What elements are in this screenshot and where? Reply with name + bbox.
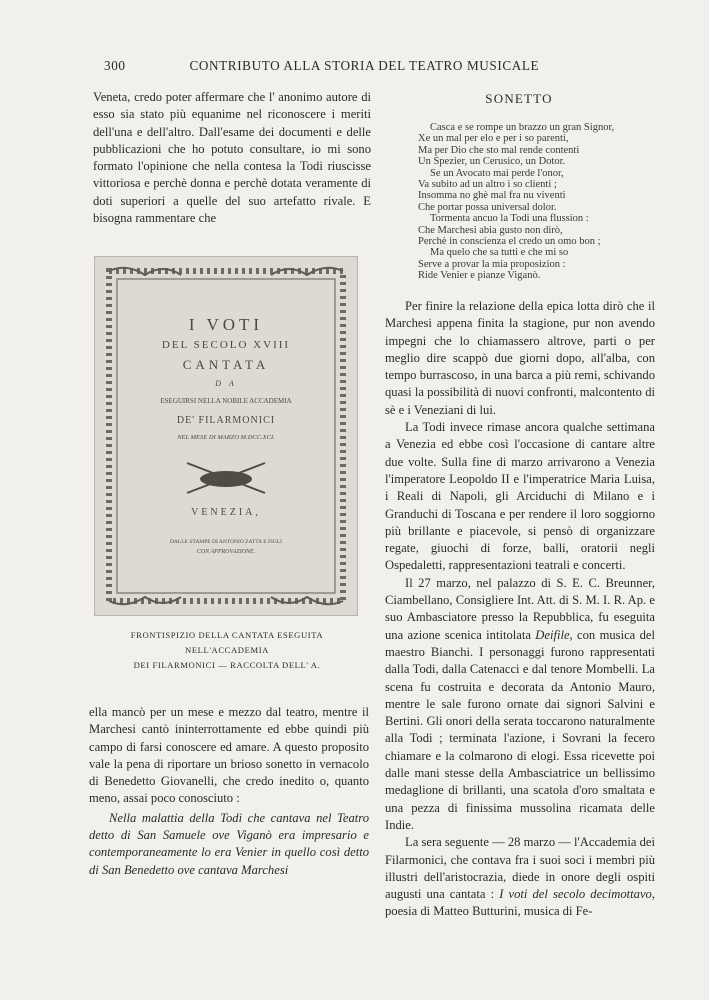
- sonnet-line: Se un Avocato mai perde l'onor,: [430, 167, 564, 179]
- frontispiece-image: [94, 256, 358, 616]
- frontis-printer: DALLE STAMPE DI ANTONIO ZATTA E FIGLI: [169, 539, 283, 545]
- frontis-cantata: CANTATA: [182, 357, 270, 372]
- sonnet-title: SONETTO: [485, 91, 553, 106]
- frontis-date: NEL MESE DI MARZO M.DCC.XCI.: [177, 434, 275, 441]
- sonnet-line: Casca e se rompe un brazzo un gran Signor,: [430, 122, 615, 133]
- right-paragraph-1: Per finire la relazione della epica lotta dirò che il Marchesi appena finita la stagione, pur non avendo impegni che lo chiamassero altrove, parti o per meglio dire scappò due giorni dopo, all'alba, con tempo burrascoso, in una barca a più remi, schivando quasi la possibilità di nuovi confronti, malcontento di sè e i Veneziani di lui.: [385, 299, 655, 417]
- sonnet-line: Va subito ad un altro i so clienti ;: [418, 179, 557, 191]
- running-title: CONTRIBUTO ALLA STORIA DEL TEATRO MUSICALE: [189, 58, 540, 73]
- frontis-title: I VOTI: [188, 315, 264, 334]
- sonnet-heading-quote: Nella malattia della Todi che cantava nel Teatro detto di San Samuele ove Viganò era impresario e contemporaneamente lo era Venier in quello così detto di San Benedetto ove cantava Marchesi: [89, 810, 369, 877]
- frontis-filarmonici: DE' FILARMONICI: [176, 415, 276, 426]
- p4-text-before: La sera seguente — 28 marzo — l'Accademia dei Filarmonici, che contava fra i suoi soci i membri più illustri dell'aristocrazia, diede in onore degli ospiti augusti una cantata :: [385, 835, 655, 902]
- frontis-subtitle: DEL SECOLO XVIII: [161, 339, 291, 351]
- left-top-paragraph: Veneta, credo poter affermare che l' anonimo autore di esso sia stato più equanime nel riconoscere i meriti dell'una e dell'altro. Dall'esame dei documenti e delle pubblicazioni che ho potuto consultare, io mi sono formato l'opinione che nella contesa la Todi riuscisse vittoriosa e perchè donna e perchè dotata veramente di doti superiori a quelle del suo artefatto rivale. E bisogna rammentare che: [93, 90, 371, 226]
- left-bottom-paragraph: ella mancò per un mese e mezzo dal teatro, mentre il Marchesi cantò ininterrottamente ed ebbe quindi più campo di farsi conoscere ed amare. A questo proposito vale la pena di riportare un brioso sonetto in vernacolo di Benedetto Giovanelli, che credo inedito o, quanto meno, assai poco conosciuto :: [89, 705, 369, 806]
- frontis-approval: CON APPROVAZIONE.: [196, 549, 256, 555]
- frontis-venezia: VENEZIA,: [191, 507, 261, 518]
- left-column-top: [93, 89, 371, 227]
- frontis-eseguirsi: ESEGUIRSI NELLA NOBILE ACCADEMIA: [160, 397, 292, 405]
- right-paragraph-2: La Todi invece rimase ancora qualche settimana a Venezia ed ebbe così l'occasione di cantare altre due volte. Sulla fine di marzo arrivarono a Venezia l'imperatore Leopoldo II e l'imperatrice Maria Luisa, i Reali di Napoli, gli Arciduchi di Milano e i Granduchi di Toscana e per rendere il loro soggiorno più brillante e piacevole, si pensò di organizzare regate, giuochi di forze, balli, oratorii negli Ospedaletti, rappresentazioni teatrali e concerti.: [385, 420, 655, 573]
- running-header: [104, 58, 544, 74]
- p3-text-after: , con musica del maestro Bianchi. I personaggi furono rappresentati dalla Todi, dalla Catenacci e dal tenore Mombelli. La scena fu costruita e decorata da Antonio Mauro, mentre le sale furono ornate dai signori Salvini e Bertini. Gli onori della serata toccarono naturalmente alla Todi ; terminata l'azione, i Sovrani la fecero chiamare e la colmarono di elogi. Essa ricevette poi dalle mani stesse della Ambasciatrice un bellissimo medaglione di brillanti, una scatola d'oro smaltata e una pezza di finissima mussolina ricamata delle Indie.: [385, 627, 655, 832]
- right-paragraph-4: [385, 834, 655, 920]
- sonnet-line: Un Spezier, un Cerusico, un Dotor.: [418, 156, 566, 168]
- sonnet-line: Perchè in conscienza el credo un omo bon ;: [418, 236, 601, 248]
- sonnet-line: Che Marchesi abia gusto non dirò,: [418, 224, 563, 236]
- sonnet-line: Tormenta ancuo la Todi una flussion :: [430, 213, 589, 225]
- right-column-text: [385, 298, 655, 921]
- sonnet-line: Xe un mal per elo e per i so parenti,: [418, 133, 569, 145]
- left-column-bottom: [89, 704, 369, 879]
- sonnet-verses: [418, 122, 614, 282]
- sonnet-line: Serve a provar la mia proposizion :: [418, 258, 566, 270]
- caption-line-1: FRONTISPIZIO DELLA CANTATA ESEGUITA NELL'ACCADEMIA: [130, 630, 324, 655]
- p4-italic-title: I voti del secolo decimottavo: [499, 887, 652, 902]
- crossed-torches-emblem: [187, 463, 265, 493]
- p3-italic-title: Deifile: [535, 627, 570, 642]
- sonnet-line: Che portar possa universal dolor.: [418, 201, 557, 213]
- p3-text-before: Il 27 marzo, nel palazzo di S. E. C. Breunner, Ciambellano, Consigliere Int. Att. di S. M. I. R. Ap. e suo Ambasciatore presso la Repubblica, fu eseguita una azione scenica intitolata: [385, 575, 655, 642]
- sonnet-line: Ma quelo che sa tutti e che mi so: [430, 247, 569, 259]
- sonnet-line: Ma per Dio che sto mal rende contenti: [418, 144, 580, 156]
- page-number: 300: [104, 58, 126, 73]
- right-paragraph-3: [385, 575, 655, 834]
- frontis-da: D A: [215, 379, 237, 388]
- sonnet-line: Insomma no ghè mal fra nu viventi: [418, 190, 566, 202]
- caption-line-2: DEI FILARMONICI — RACCOLTA DELL' A.: [133, 660, 321, 670]
- figure-caption: [96, 628, 358, 673]
- p4-text-after: , poesia di Matteo Butturini, musica di Fe-: [385, 887, 655, 919]
- sonnet-line: Ride Venier e pianze Viganò.: [418, 270, 541, 282]
